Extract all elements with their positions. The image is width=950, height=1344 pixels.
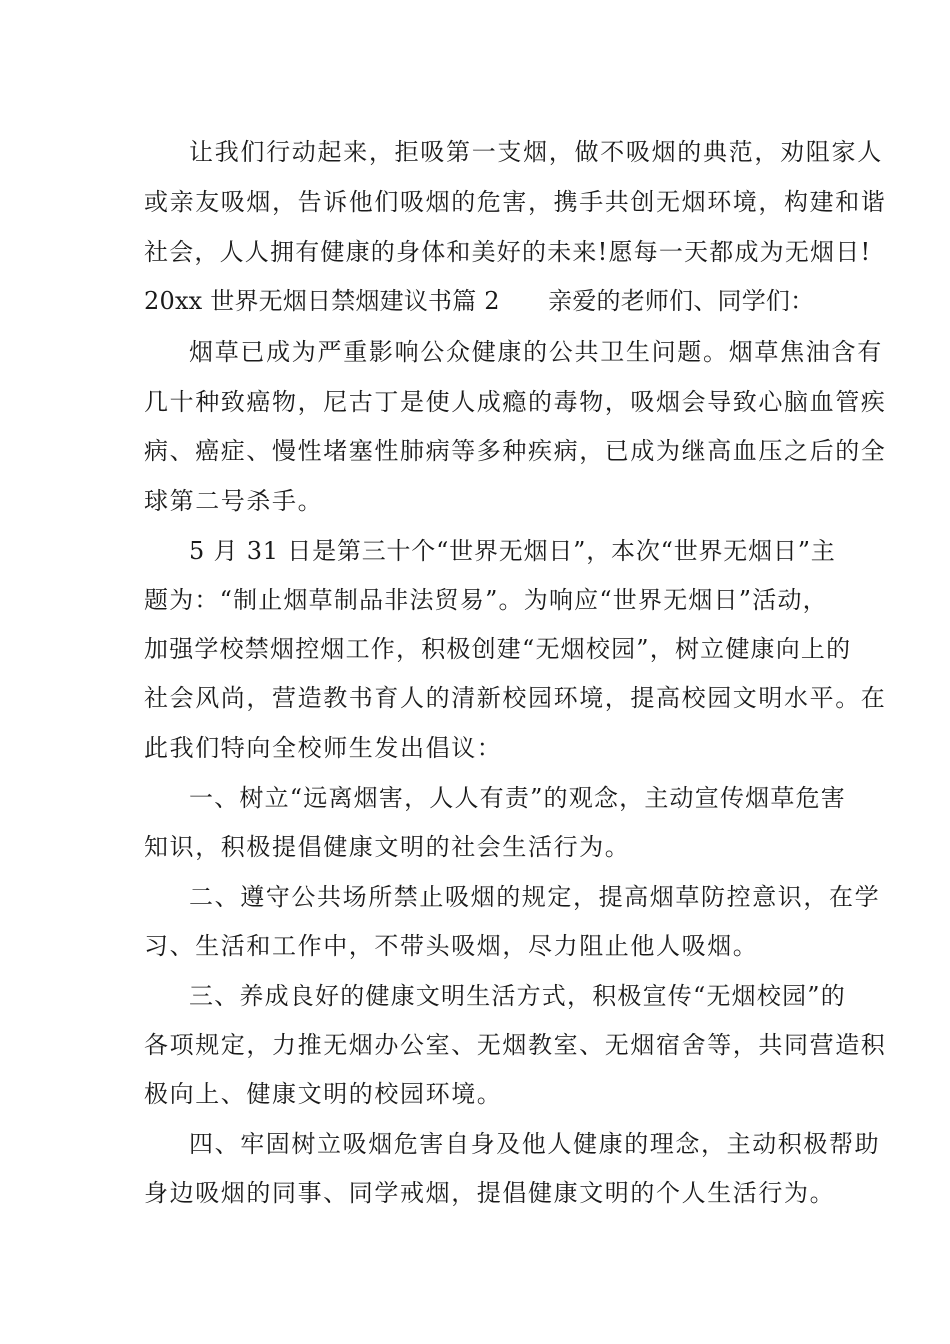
- text-line: 球第二号杀手。: [144, 487, 324, 515]
- text-line: 知识，积极提倡健康文明的社会生活行为。: [144, 833, 631, 861]
- text-line: 各项规定，力推无烟办公室、无烟教室、无烟宿舍等，共同营造积: [144, 1031, 887, 1059]
- text-line: 20xx 世界无烟日禁烟建议书篇 2 亲爱的老师们、同学们：: [144, 287, 815, 315]
- text-line: 或亲友吸烟，告诉他们吸烟的危害，携手共创无烟环境，构建和谐: [144, 188, 887, 216]
- text-line: 社会风尚，营造教书育人的清新校园环境，提高校园文明水平。在: [144, 684, 887, 712]
- text-line: 社会，人人拥有健康的身体和美好的未来!愿每一天都成为无烟日!: [144, 238, 872, 266]
- text-line: 题为：“制止烟草制品非法贸易”。为响应“世界无烟日”活动，: [144, 586, 828, 614]
- text-line: 二、遵守公共场所禁止吸烟的规定，提高烟草防控意识，在学: [189, 883, 881, 911]
- text-line: 此我们特向全校师生发出倡议：: [144, 734, 503, 762]
- text-line: 加强学校禁烟控烟工作，积极创建“无烟校园”，树立健康向上的: [144, 635, 852, 663]
- text-line: 习、生活和工作中，不带头吸烟，尽力阻止他人吸烟。: [144, 932, 759, 960]
- text-line: 四、牢固树立吸烟危害自身及他人健康的理念，主动积极帮助: [189, 1130, 881, 1158]
- text-line: 极向上、健康文明的校园环境。: [144, 1080, 503, 1108]
- text-line: 身边吸烟的同事、同学戒烟，提倡健康文明的个人生活行为。: [144, 1179, 836, 1207]
- text-line: 5 月 31 日是第三十个“世界无烟日”，本次“世界无烟日”主: [189, 537, 836, 565]
- text-line: 让我们行动起来，拒吸第一支烟，做不吸烟的典范，劝阻家人: [189, 138, 883, 166]
- text-line: 病、癌症、慢性堵塞性肺病等多种疾病，已成为继高血压之后的全: [144, 437, 887, 465]
- text-line: 烟草已成为严重影响公众健康的公共卫生问题。烟草焦油含有: [189, 338, 883, 366]
- text-line: 几十种致癌物，尼古丁是使人成瘾的毒物，吸烟会导致心脑血管疾: [144, 388, 887, 416]
- text-line: 一、树立“远离烟害，人人有责”的观念，主动宣传烟草危害: [189, 784, 846, 812]
- text-line: 三、养成良好的健康文明生活方式，积极宣传“无烟校园”的: [189, 982, 846, 1010]
